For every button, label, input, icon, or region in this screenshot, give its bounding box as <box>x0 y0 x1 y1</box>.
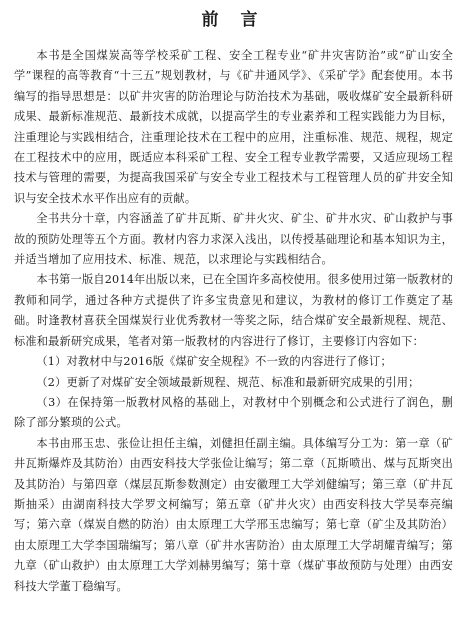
page-title: 前 言 <box>201 10 266 30</box>
intro-paragraph: 本书是全国煤炭高等学校采矿工程、安全工程专业“矿井灾害防治”或“矿山安全学”课程的高等教育“十三五”规划教材，与《矿井通风学》、《采矿学》配套使用。本书编写的指导思想是：以矿井灾害的防治理论与防治技术为基础，吸收煤矿安全最新科研成果、最新标准规范、最新技术成就，以提高学生的专业素养和工程实践能力为目标，注重理论与实践相结合，注重理论技术在工程中的应用，注重标准、规范、规程，规定在工程技术中的应用，既适应本科采矿工程、安全工程专业教学需要，又适应现场工程技术与管理的需要，为提高我国采矿与安全专业工程技术与工程管理人员的矿井安全知识与安全技术水平作出应有的贡献。 <box>14 49 453 205</box>
revision-item-1: （1）对教材中与2016版《煤矿安全规程》不一致的内容进行了修订； <box>36 355 392 369</box>
revision-history-paragraph: 本书第一版自2014年出版以来，已在全国许多高校使用。很多使用过第一版教材的教师和同学，通过各种方式提供了许多宝贵意见和建议，为教材的修订工作奠定了基础。时逢教材喜获全国煤炭行业优秀教材一等奖之际，结合煤矿安全最新规程、规范、标准和最新研究成果，笔者对第一版教材的内容进行了修订，主要修订内容如下： <box>14 273 453 348</box>
revision-item-2: （2）更新了对煤矿安全领域最新规程、规范、标准和最新研究成果的引用； <box>36 375 420 389</box>
revision-item-3: （3）在保持第一版教材风格的基础上，对教材中个别概念和公式进行了润色，删除了部分繁琐的公式。 <box>14 395 453 430</box>
authors-paragraph: 本书由邢玉忠、张俭让担任主编，刘健担任副主编。具体编写分工为：第一章（矿井瓦斯爆炸及其防治）由西安科技大学张俭让编写；第二章（瓦斯喷出、煤与瓦斯突出及其防治）与第四章（煤层瓦斯参数测定）由安徽理工大学刘健编写；第三章（矿井瓦斯抽采）由湖南科技大学罗文柯编写；第五章（矿井火灾）由西安科技大学吴奉亮编写；第六章（煤炭自燃的防治）由太原理工大学邢玉忠编写；第七章（矿尘及其防治）由太原理工大学李国瑞编写；第八章（矿井水害防治）由太原理工大学胡耀青编写；第九章（矿山救护）由太原理工大学刘赫男编写；第十章（煤矿事故预防与处理）由西安科技大学董丁稳编写。 <box>14 436 453 593</box>
content-scope-paragraph: 全书共分十章，内容涵盖了矿井瓦斯、矿井火灾、矿尘、矿井水灾、矿山救护与事故的预防处理等五个方面。教材内容力求深入浅出，以传授基础理论和基本知识为主，并适当增加了应用技术、标准、规范，以求理论与实践相结合。 <box>14 212 453 267</box>
